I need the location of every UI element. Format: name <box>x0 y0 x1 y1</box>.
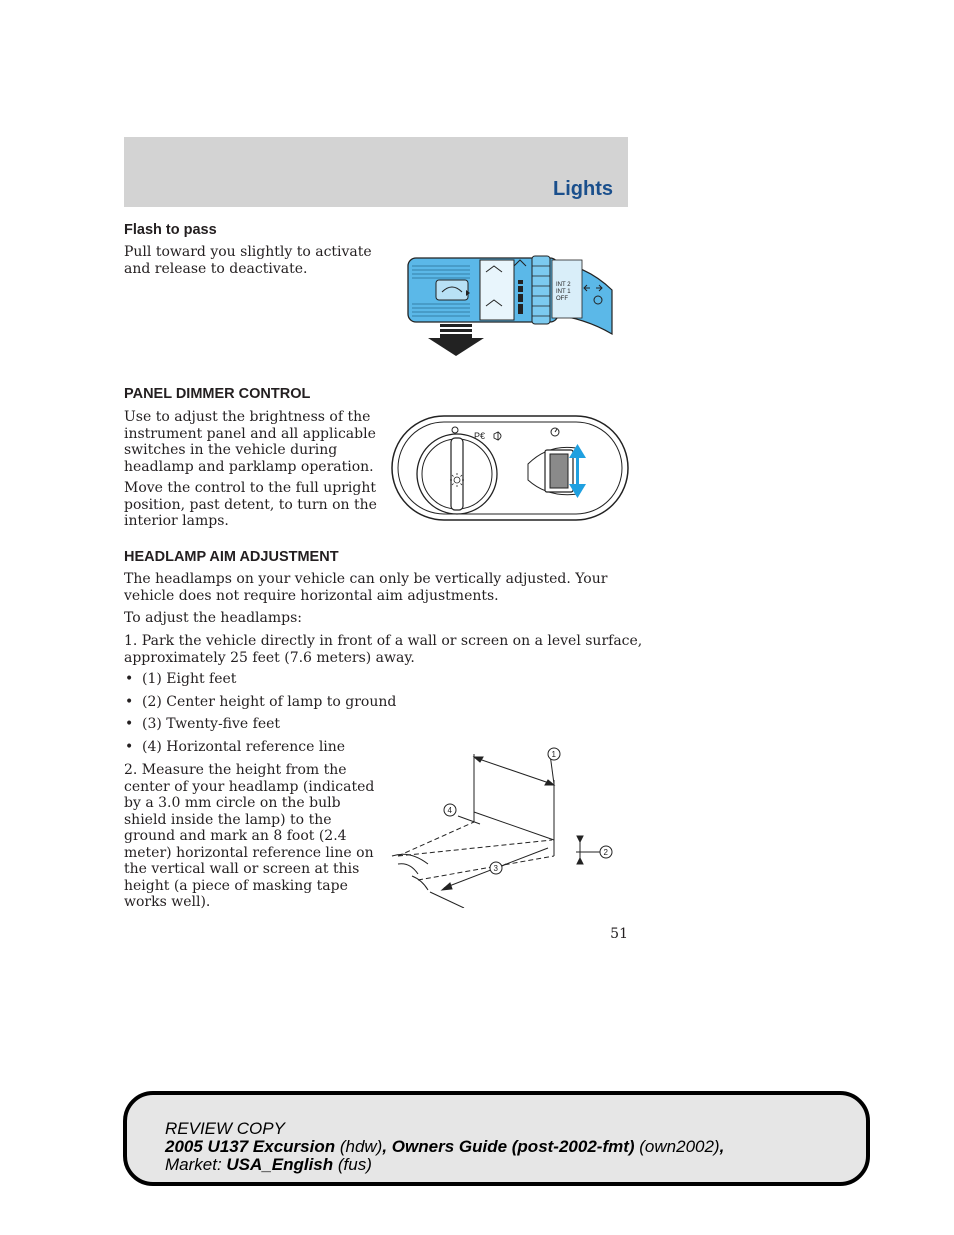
pull-arrow-icon <box>428 324 484 356</box>
headlamp-aim-intro: The headlamps on your vehicle can only be vertically adjusted. Your vehicle does not require horizontal aim adjustments. <box>124 571 608 604</box>
flash-to-pass-text: Pull toward you slightly to activate and release to deactivate. <box>124 244 372 277</box>
multifunction-lever-illustration <box>400 252 615 360</box>
flash-to-pass-heading: Flash to pass <box>124 222 217 238</box>
list-item: • (4) Horizontal reference line <box>125 738 346 755</box>
review-copy-footer <box>123 1091 870 1186</box>
panel-dimmer-para-1: Use to adjust the brightness of the instrument panel and all applicable switches in the vehicle during headlamp and parklamp operation. <box>124 409 376 475</box>
int1-label: INT 1 <box>556 289 571 295</box>
svg-text:P€: P€ <box>474 431 486 441</box>
step-2-text: 2. Measure the height from the center of your headlamp (indicated by a 3.0 mm circle on the bulb shield inside the lamp) to the ground and mark an 8 foot (2.4 meter) horizontal reference line on the vertical wall or screen at this height (a piece of masking tape works well). <box>124 762 375 910</box>
headlamp-aim-diagram <box>388 740 620 908</box>
callout-4: 4 <box>447 806 452 815</box>
section-header-band <box>124 137 628 207</box>
page-number: 51 <box>610 926 628 942</box>
step-1-text: 1. Park the vehicle directly in front of a wall or screen on a level surface, approximately 25 feet (7.6 meters) away. <box>124 633 643 666</box>
callout-3: 3 <box>493 864 498 873</box>
list-item: • (2) Center height of lamp to ground <box>125 693 397 710</box>
footer-text: REVIEW COPY 2005 U137 Excursion (hdw), Owners Guide (post-2002-fmt) (own2002), Market: USA_English (fus) <box>165 1119 725 1174</box>
section-title: Lights <box>553 178 613 200</box>
headlamp-switch-illustration <box>388 410 632 526</box>
callout-2: 2 <box>603 848 608 857</box>
off-label: OFF <box>556 296 568 302</box>
panel-dimmer-heading: PANEL DIMMER CONTROL <box>124 386 311 402</box>
list-item: • (3) Twenty-five feet <box>125 716 281 732</box>
callout-1: 1 <box>551 750 556 759</box>
measurement-list <box>124 671 396 761</box>
to-adjust-text: To adjust the headlamps: <box>124 610 303 626</box>
headlamp-aim-heading: HEADLAMP AIM ADJUSTMENT <box>124 549 339 565</box>
int2-label: INT 2 <box>556 282 571 288</box>
list-item: • (1) Eight feet <box>125 671 237 687</box>
panel-dimmer-para-2: Move the control to the full upright position, past detent, to turn on the interior lamps. <box>124 480 377 529</box>
